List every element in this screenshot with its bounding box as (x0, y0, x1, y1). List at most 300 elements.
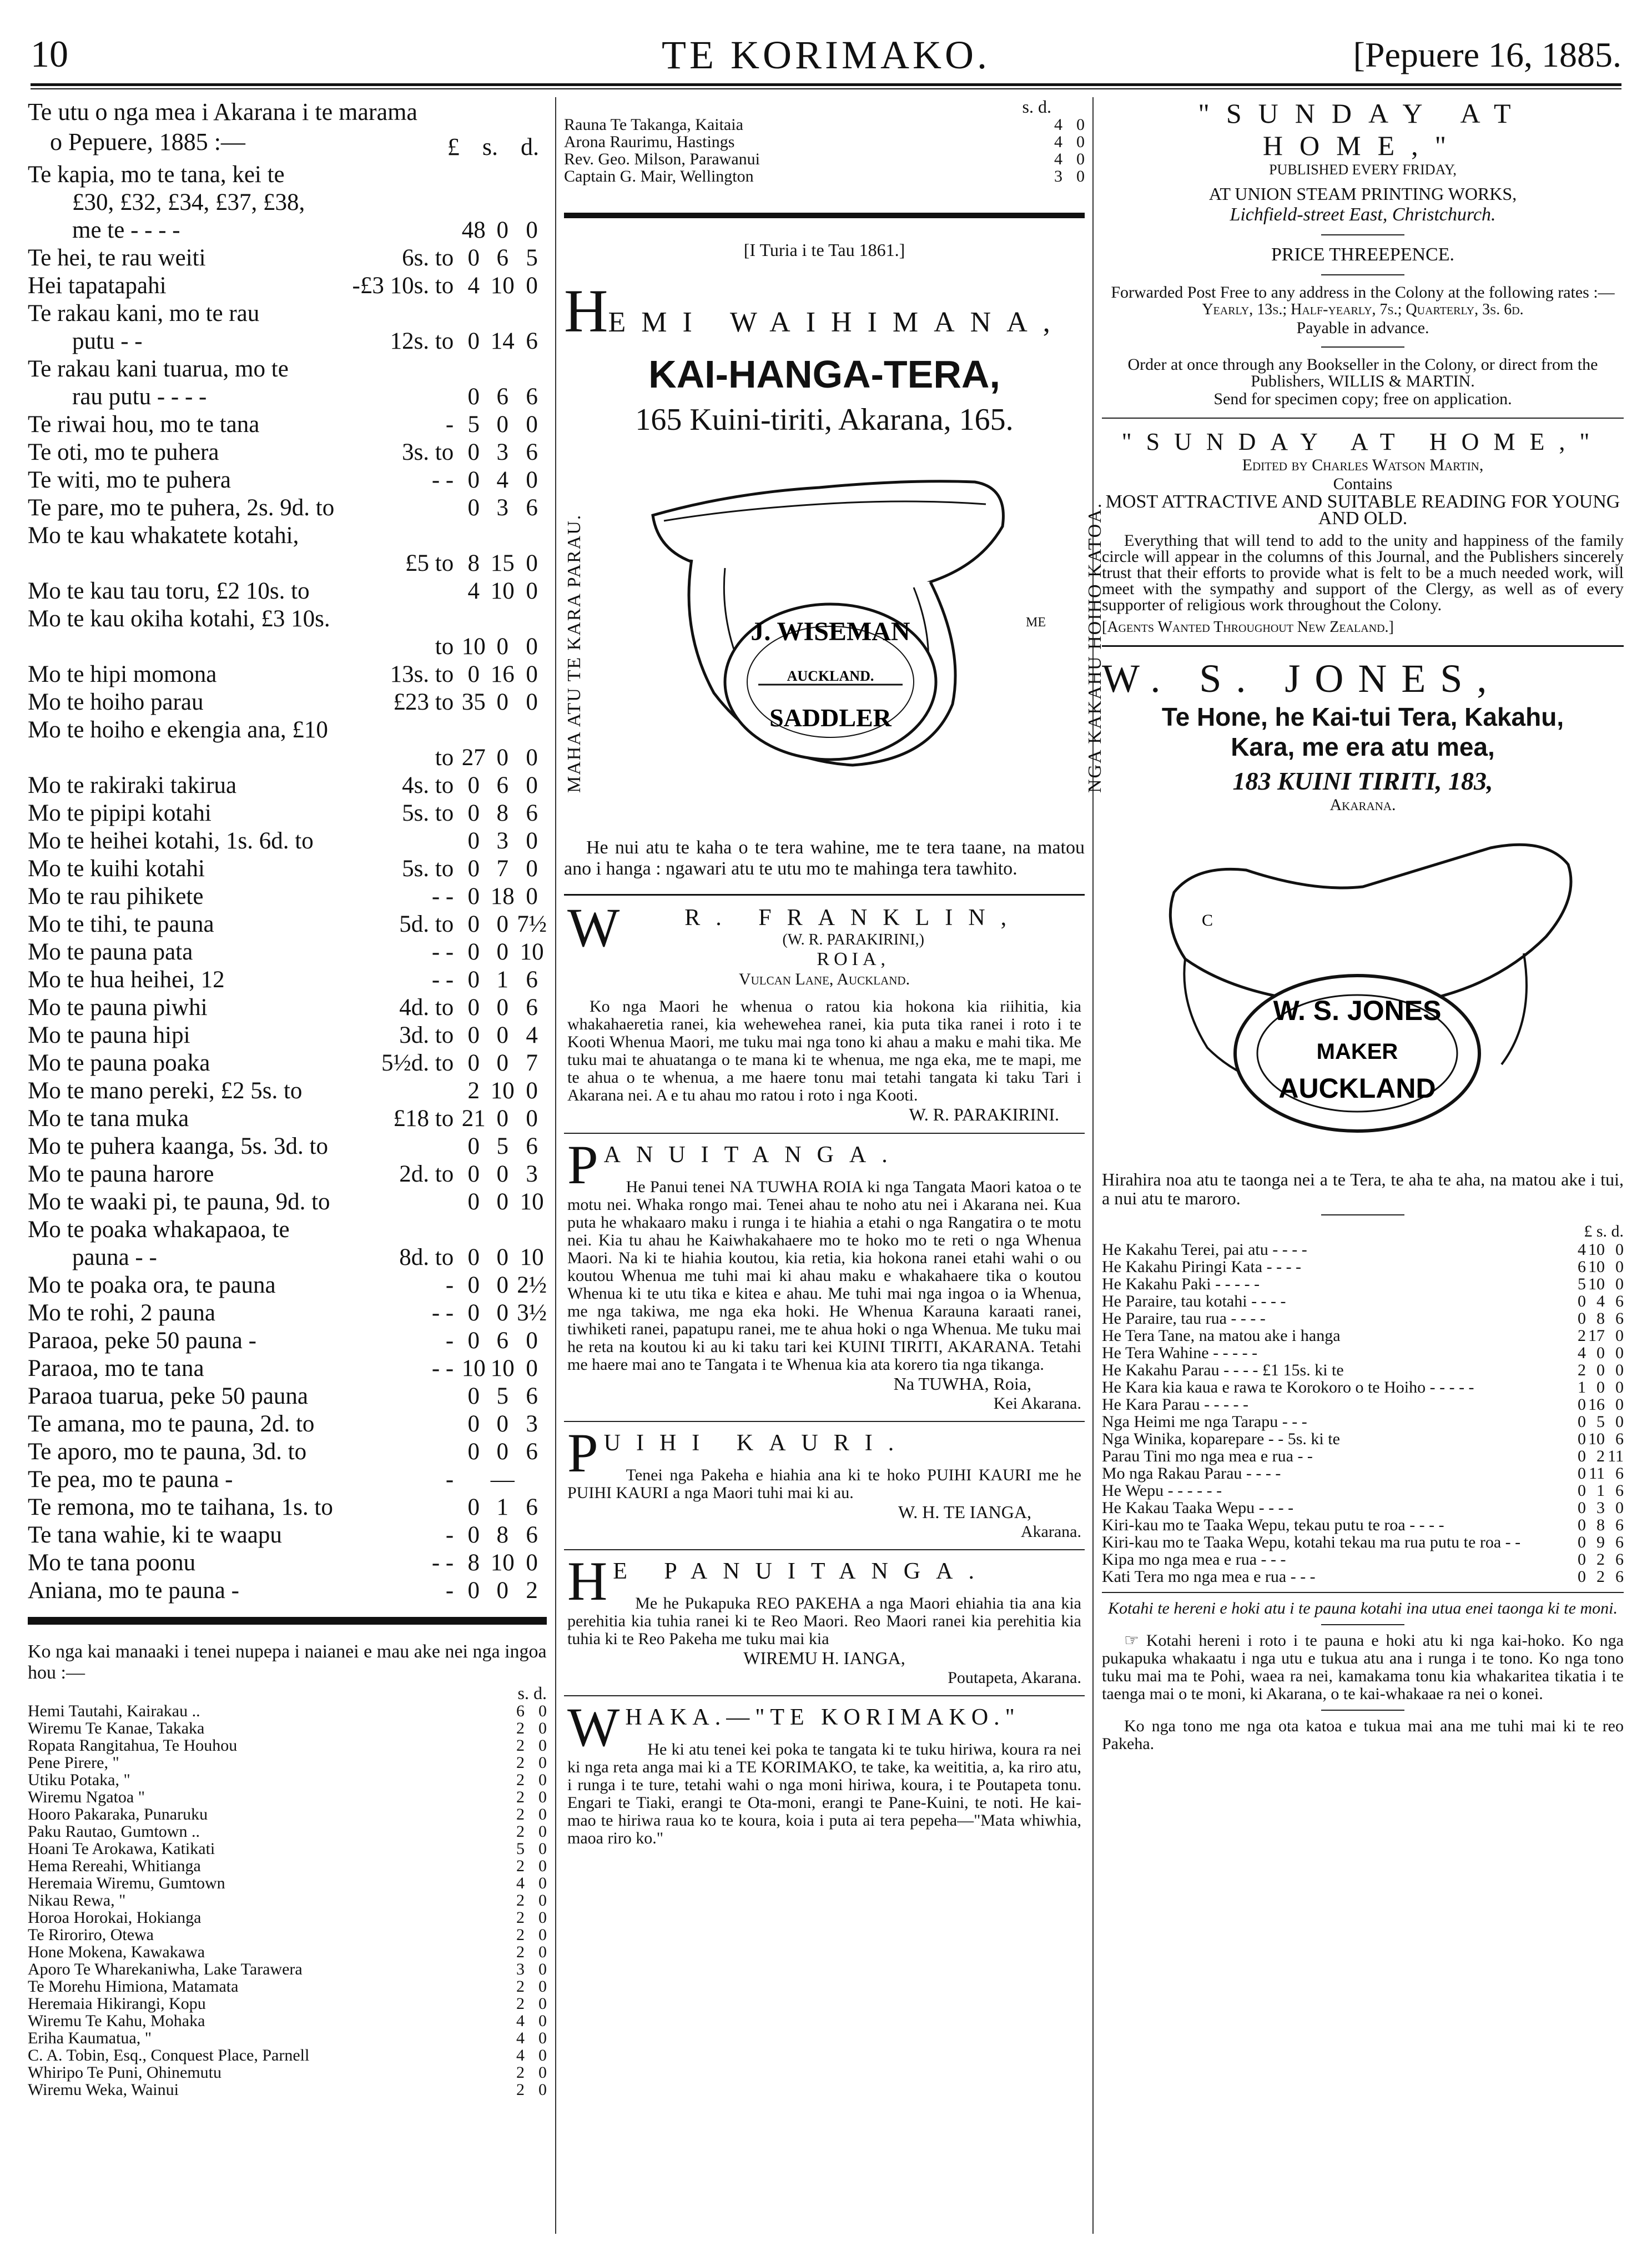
price-pounds: 0 (467, 939, 480, 965)
section-rule (1102, 418, 1624, 419)
contributor-row-pence: 0 (1076, 150, 1085, 168)
contributor-row (28, 1875, 547, 1892)
contributor-row (564, 150, 1085, 168)
price-pence: 10 (520, 1244, 544, 1270)
price-pence: 3 (526, 1411, 538, 1437)
sunday-published: PUBLISHED EVERY FRIDAY, (1269, 162, 1457, 178)
price-shillings: 6 (496, 772, 508, 798)
jones-item-row-pence: 6 (1615, 1464, 1624, 1483)
jones-item-row-shillings: 10 (1588, 1240, 1605, 1259)
jones-item-row-pence: 0 (1615, 1275, 1624, 1293)
jones-item-row-pounds: 0 (1578, 1413, 1586, 1431)
price-shillings: 4 (496, 467, 508, 493)
price-shillings (488, 189, 517, 217)
franklin-name: R. FRANKLIN, (684, 905, 1023, 931)
price-item: Mo te mano pereki, £2 5s. to (28, 1078, 303, 1104)
price-rate: 4d. to (399, 994, 454, 1021)
contributor-row-pence: 0 (538, 1908, 547, 1927)
jones-item-row-shillings: 16 (1588, 1395, 1605, 1414)
price-row (28, 1549, 547, 1577)
jones-item-row-name: He Paraire, tau kotahi - - - - (1102, 1292, 1286, 1310)
price-pence: 6 (526, 1133, 538, 1159)
contributor-row-name: Paku Rautao, Gumtown .. (28, 1822, 200, 1841)
he-panuitanga-title: E PANUITANGA. (613, 1559, 990, 1584)
price-rate (347, 522, 459, 550)
contributor-row (28, 1978, 547, 1995)
section-rule (1102, 1592, 1624, 1593)
price-pounds (459, 1216, 488, 1244)
jones-item-row-pounds: 0 (1578, 1430, 1586, 1448)
contributor-row-name: Arona Raurimu, Hastings (564, 133, 735, 151)
price-pence: 2 (526, 1577, 538, 1604)
wiseman-trade: KAI-HANGA-TERA, (648, 353, 1000, 396)
contributor-row-name: Ropata Rangitahua, Te Houhou (28, 1736, 238, 1755)
price-pounds: 10 (461, 1355, 486, 1381)
price-rate (347, 1188, 459, 1216)
contributor-row-name: Wiremu Ngatoa " (28, 1788, 145, 1806)
contributor-row (28, 1754, 547, 1771)
price-pence: 0 (526, 772, 538, 798)
price-item: putu - - (72, 328, 143, 354)
price-pounds: 0 (467, 1411, 480, 1437)
price-item (28, 744, 347, 772)
price-rate: - (445, 1466, 454, 1493)
price-pounds (459, 1466, 488, 1494)
price-pence (517, 1216, 547, 1244)
contributor-row-shillings: 2 (516, 1908, 525, 1927)
wiseman-stamp-top: J. WISEMAN (751, 617, 910, 646)
price-item: Te rakau kani tuarua, mo te (28, 356, 289, 382)
contributor-row-shillings: 2 (516, 1753, 525, 1772)
price-pence: 10 (520, 939, 544, 965)
price-rate (347, 300, 459, 328)
jones-item-row-pounds: 0 (1578, 1499, 1586, 1517)
prices-intro-line2: o Pepuere, 1885 :— (50, 128, 245, 155)
price-pence: 6 (526, 994, 538, 1021)
jones-item-row-pence: 11 (1608, 1447, 1624, 1465)
price-pence: 0 (526, 745, 538, 771)
price-pence: 3½ (517, 1300, 547, 1326)
price-pounds: 0 (467, 1133, 480, 1159)
contributor-row-shillings: 2 (516, 1736, 525, 1755)
price-pence (517, 355, 547, 383)
price-rate (347, 1494, 459, 1521)
price-shillings: 3 (496, 495, 508, 521)
price-item: Mo te tihi, te pauna (28, 911, 214, 937)
price-shillings: 10 (490, 1550, 515, 1576)
contributor-row-name: Heremaia Hikirangi, Kopu (28, 1994, 206, 2013)
contributors-units: s. d. (517, 1683, 547, 1703)
jones-item-row-shillings: 10 (1588, 1430, 1605, 1448)
price-shillings: 0 (496, 1161, 508, 1187)
jones-item-row-pence: 0 (1615, 1413, 1624, 1431)
sunday-works: AT UNION STEAM PRINTING WORKS, (1208, 184, 1517, 204)
price-pounds (459, 522, 488, 550)
price-row (28, 1216, 547, 1244)
jones-item-row-name: Kipa mo nga mea e rua - - - (1102, 1550, 1286, 1569)
section-rule (1102, 645, 1624, 647)
jones-item-row (1102, 1396, 1624, 1413)
jones-item-row-name: He Tera Tane, na matou ake i hanga (1102, 1327, 1341, 1345)
price-rate (347, 1410, 459, 1438)
price-row (28, 411, 547, 439)
contributor-row-shillings: 2 (516, 1857, 525, 1875)
jones-item-row-shillings: 2 (1596, 1567, 1605, 1586)
price-pounds: 0 (467, 1161, 480, 1187)
contributor-row-pence: 0 (538, 1857, 547, 1875)
price-pence: 6 (526, 439, 538, 465)
jones-item-row (1102, 1534, 1624, 1551)
jones-address: 183 KUINI TIRITI, 183, (1232, 767, 1493, 795)
short-rule (1321, 1624, 1404, 1625)
price-pence: 0 (526, 411, 538, 438)
price-pence: 0 (526, 578, 538, 604)
sunday-agents: [Agents Wanted Throughout New Zealand.] (1102, 619, 1394, 636)
wiseman-left-vertical: MAHA ATU TE KARA PARAU. (564, 514, 585, 793)
jones-item-row (1102, 1379, 1624, 1396)
price-pence: 0 (526, 467, 538, 493)
wiseman-address: 165 Kuini-tiriti, Akarana, 165. (635, 403, 1014, 437)
price-rate: - - (431, 967, 454, 993)
jones-item-row-pounds: 0 (1578, 1550, 1586, 1569)
contributor-row (28, 1840, 547, 1857)
contributor-row-shillings: 2 (516, 1977, 525, 1996)
price-pence: 0 (526, 273, 538, 299)
jones-item-row-pounds: 6 (1578, 1258, 1586, 1276)
column-middle (555, 97, 1105, 2234)
franklin-signature: W. R. PARAKIRINI. (909, 1104, 1059, 1124)
price-row (28, 827, 547, 855)
jones-item-row-shillings: 9 (1596, 1533, 1605, 1551)
price-item: Mo te hoiho e ekengia ana, £10 (28, 717, 328, 743)
jones-item-row-pence: 0 (1615, 1240, 1624, 1259)
contributor-row-name: Rev. Geo. Milson, Parawanui (564, 150, 760, 168)
col2-contributors-table (564, 116, 1085, 185)
price-pence: 3 (526, 1161, 538, 1187)
contributor-row (28, 2029, 547, 2047)
contributor-row-name: Te Riroriro, Otewa (28, 1926, 154, 1944)
jones-item-row-name: He Kara Parau - - - - - (1102, 1395, 1249, 1414)
price-row (28, 994, 547, 1022)
price-pounds: 0 (467, 1383, 480, 1409)
price-pounds: 0 (467, 1022, 480, 1048)
price-row (28, 550, 547, 577)
price-shillings: 0 (496, 939, 508, 965)
price-rate: - (445, 1522, 454, 1548)
price-rate: - - (431, 467, 454, 493)
jones-item-row (1102, 1241, 1624, 1258)
price-rate: 3s. to (402, 439, 454, 465)
contributor-row (28, 1720, 547, 1737)
price-shillings: 3 (496, 828, 508, 854)
short-rule (1321, 234, 1404, 235)
price-item: Mo te hoiho parau (28, 689, 204, 715)
jones-item-row-shillings: 0 (1596, 1378, 1605, 1396)
price-item: Te aporo, mo te pauna, 3d. to (28, 1439, 307, 1465)
whaka-title: HAKA.—"TE KORIMAKO." (625, 1705, 1020, 1730)
price-pence (517, 522, 547, 550)
contributor-row-pence: 0 (538, 2012, 547, 2030)
jones-note: Kotahi te hereni e hoki atu i te pauna kotahi ina utua enei taonga ki te moni. (1108, 1599, 1618, 1617)
contributor-row-name: Te Morehu Himiona, Matamata (28, 1977, 239, 1996)
price-pence: 0 (526, 217, 538, 243)
wiseman-stamp-bot: SADDLER (769, 704, 892, 732)
jones-item-row-pounds: 2 (1578, 1327, 1586, 1345)
price-pence: 6 (526, 328, 538, 354)
issue-date: [Pepuere 16, 1885. (1353, 35, 1621, 74)
jones-note-3: Ko nga tono me nga ota katoa e tukua mai ana me tuhi mai ki te reo Pakeha. (1102, 1717, 1624, 1753)
whaka-body: He ki atu tenei kei poka te tangata ki te tuku hiriwa, koura ra nei ki nga reta anga mai ki a TE KORIMAKO, te take, ka weititia, a, ka riro atu, i runga i te ture, tetahi wahi o nga moni hiriwa, koura, i te Poutapeta tonu. Engari te Tiaki, erangi te Ota-moni, erangi te Pane-Kuini, te noti. He kai-mao te hiriwa raua ko te koura, koia i puta ai tera pepeha—"Mata whiwhia, maoa riro ko." (567, 1740, 1081, 1847)
jones-stamp-name: W. S. JONES (1273, 995, 1442, 1026)
contributor-row (28, 1909, 547, 1926)
contributor-row-shillings: 2 (516, 1994, 525, 2013)
he-panuitanga-body: Me he Pukapuka REO PAKEHA a nga Maori ehiahia tia ana kia perehitia kia tuhia ranei ki te Reo Maori. Reo Maori ranei kia perehitia kia tuhia ki te Reo Pakeha me tuku mai kia (567, 1594, 1081, 1648)
section-rule (564, 213, 1085, 218)
contributor-row-pence: 0 (538, 1840, 547, 1858)
contributor-row-shillings: 4 (516, 2046, 525, 2064)
price-row (28, 383, 547, 411)
sunday-street: Lichfield-street East, Christchurch. (1230, 204, 1496, 225)
price-table (28, 161, 547, 1605)
jones-note-2: ☞ Kotahi hereni i roto i te pauna e hoki atu ki nga kai-hoko. Ko nga pukapuka whakaatu i nga utu e tukua atu ana i runga i te tono. Ko nga tono tuku mai ma te Pohi, waea ra nei, kamakama tonu kia whakaritea tikatia i te taenga mai o te moni, ki Akarana, o te kai-whakaae ra nei o konei. (1102, 1631, 1624, 1703)
panuitanga-ad (564, 1134, 1085, 1422)
price-row (28, 1494, 547, 1521)
price-pence: 0 (526, 1106, 538, 1132)
contributor-row-shillings: 4 (516, 1874, 525, 1892)
price-item: Te pare, mo te puhera, 2s. 9d. to (28, 495, 335, 521)
panuitanga-body: He Panui tenei NA TUWHA ROIA ki nga Tangata Maori katoa o te motu nei. Whaka rongo mai. Tenei ahau te noho atu nei i Akarana nei. Kua puta he whakaaro maku i runga i te hiahia a etahi o nga Rangatira o te motu nei. Kia tu ahau he Kaiwhakahaere mo te hoko mo te reti o nga Whenua Maori. Na ki te hiahia koutou, kia retia, kia hokona ranei etahi wahi o ou koutou Whenua me tuhi mai ki ahau maku e whakahaere tika o koutou Whenua ki te utu tika e kitea e ahau. Me tuhi mai nga ingoa o ia Whenua, me nga takiwa, me nga eka hoki. He Whenua Karauna karaati ranei, tiwhiketi ranei, papatupu ranei, me te ahua hoki o nga Whenua. Me tuku mai he reta na koutou ki au ki taku tari kei KUINI TIRITI, AKARANA. Tetahi me haere mai ano te Tangata i te Whenua kia ata korero tia nga tikanga. (567, 1178, 1081, 1374)
jones-item-row-shillings: 1 (1596, 1481, 1605, 1500)
contributor-row (564, 168, 1085, 185)
jones-item-row-shillings: 8 (1596, 1309, 1605, 1328)
price-pence: 6 (526, 1522, 538, 1548)
section-rule (564, 894, 1085, 896)
contributor-row (28, 1995, 547, 2012)
contributor-row (28, 1788, 547, 1806)
price-rate: - - (431, 1550, 454, 1576)
contributor-row (28, 1857, 547, 1875)
price-pounds: 0 (467, 328, 480, 354)
price-rate: 13s. to (390, 661, 454, 687)
price-rate: 12s. to (390, 328, 454, 354)
price-item: Mo te waaki pi, te pauna, 9d. to (28, 1189, 330, 1215)
jones-item-row (1102, 1327, 1624, 1344)
price-rate (347, 827, 459, 855)
price-shillings (488, 300, 517, 328)
price-pence (517, 300, 547, 328)
price-row (28, 966, 547, 994)
price-pounds (459, 189, 488, 217)
price-pence: 2½ (517, 1272, 547, 1298)
price-row (28, 1133, 547, 1160)
contributor-row-shillings: 2 (516, 1805, 525, 1823)
price-pence: 0 (526, 1078, 538, 1104)
jones-item-row-name: Kati Tera mo nga mea e rua - - - (1102, 1567, 1316, 1586)
contributor-row-name: Heremaia Wiremu, Gumtown (28, 1874, 225, 1892)
price-row (28, 1160, 547, 1188)
contributor-row-name: Horoa Horokai, Hokianga (28, 1908, 202, 1927)
price-pounds: 0 (467, 828, 480, 854)
price-row (28, 522, 547, 550)
price-item: Paraoa tuarua, peke 50 pauna (28, 1383, 309, 1409)
panuitanga-signature: Na TUWHA, Roia, (893, 1374, 1031, 1394)
jones-item-row-name: He Wepu - - - - - - (1102, 1481, 1222, 1500)
contributor-row-shillings: 4 (516, 2012, 525, 2030)
franklin-ad (564, 897, 1085, 1134)
price-pounds: 27 (461, 745, 486, 771)
contributor-row-pence: 0 (538, 1994, 547, 2013)
price-pence: 6 (526, 1439, 538, 1465)
contributor-row-name: C. A. Tobin, Esq., Conquest Place, Parnell (28, 2046, 310, 2064)
price-item: Mo te pauna poaka (28, 1050, 210, 1076)
price-shillings: 5 (496, 1133, 508, 1159)
price-row (28, 1049, 547, 1077)
jones-item-row-pounds: 0 (1578, 1447, 1586, 1465)
price-shillings: 0 (496, 1189, 508, 1215)
price-pounds: 48 (461, 217, 486, 243)
price-shillings: 0 (496, 911, 508, 937)
price-pounds: 0 (467, 856, 480, 882)
jones-item-row (1102, 1551, 1624, 1568)
puihi-signature: W. H. TE IANGA, (898, 1502, 1031, 1522)
price-item: Mo te rau pihikete (28, 883, 204, 910)
wiseman-right-small: ME (1026, 615, 1046, 630)
short-rule (1321, 1214, 1404, 1215)
price-item: Aniana, mo te pauna - (28, 1577, 239, 1604)
price-pounds: 35 (461, 689, 486, 715)
contributor-row-shillings: 2 (516, 1788, 525, 1806)
contributor-row (28, 1771, 547, 1788)
jones-item-row-pounds: 5 (1578, 1275, 1586, 1293)
price-rate: 8d. to (399, 1244, 454, 1270)
contributor-row-shillings: 4 (1054, 115, 1062, 134)
contributor-row-pence: 0 (538, 1926, 547, 1944)
jones-item-row-pounds: 4 (1578, 1240, 1586, 1259)
jones-item-row-name: He Kakahu Paki - - - - - (1102, 1275, 1260, 1293)
price-row (28, 605, 547, 633)
header-rule (31, 83, 1621, 89)
contributor-row-shillings: 3 (516, 1960, 525, 1978)
price-rate: -£3 10s. to (352, 273, 454, 299)
price-row (28, 1355, 547, 1383)
contributor-row-name: Wiremu Te Kanae, Takaka (28, 1719, 205, 1737)
price-row (28, 1327, 547, 1355)
price-row (28, 1022, 547, 1049)
jones-saddle-illustration-icon (1102, 815, 1624, 1170)
price-rate: 3d. to (399, 1022, 454, 1048)
price-item: £30, £32, £34, £37, £38, (72, 189, 305, 215)
contributor-row (564, 133, 1085, 150)
contributor-row (564, 116, 1085, 133)
price-rate: - (445, 411, 454, 438)
contributor-row-pence: 0 (538, 1874, 547, 1892)
price-pence: 0 (526, 856, 538, 882)
price-row (28, 938, 547, 966)
jones-item-row-name: Nga Winika, koparepare - - 5s. ki te (1102, 1430, 1340, 1448)
contributor-row (28, 1943, 547, 1961)
page-number: 10 (31, 33, 68, 75)
jones-item-row-name: Parau Tini mo nga mea e rua - - (1102, 1447, 1313, 1465)
price-pounds: 8 (467, 550, 480, 576)
price-row (28, 1077, 547, 1105)
contributor-row-name: Wiremu Te Kahu, Mohaka (28, 2012, 205, 2030)
price-rate: £5 to (405, 550, 454, 576)
price-pounds: 4 (467, 578, 480, 604)
jones-item-row-shillings: 5 (1596, 1413, 1605, 1431)
price-pence: 6 (526, 800, 538, 826)
price-pounds: 0 (467, 245, 480, 271)
price-pounds: 0 (467, 1328, 480, 1354)
price-row (28, 716, 547, 744)
contributor-row (28, 2081, 547, 2098)
price-shillings (488, 716, 517, 744)
price-shillings: 0 (496, 1244, 508, 1270)
price-item: Te witi, mo te puhera (28, 467, 231, 493)
price-shillings: 0 (496, 1300, 508, 1326)
price-shillings: 6 (496, 384, 508, 410)
jones-item-row-pence: 0 (1615, 1499, 1624, 1517)
price-rate: 4s. to (402, 772, 454, 798)
price-row (28, 1577, 547, 1605)
price-pounds: 8 (467, 1550, 480, 1576)
contributor-row (28, 1961, 547, 1978)
price-shillings (488, 522, 517, 550)
contributor-row-shillings: 2 (516, 1943, 525, 1961)
contributor-row-pence: 0 (538, 2046, 547, 2064)
price-item: Mo te pauna piwhi (28, 994, 208, 1021)
jones-item-row-shillings: 10 (1588, 1275, 1605, 1293)
price-rate (347, 189, 459, 217)
sunday-forwarded: Forwarded Post Free to any address in the Colony at the following rates :— (1111, 283, 1615, 302)
wiseman-cap: H (564, 277, 608, 345)
price-item (28, 633, 347, 661)
price-pence: 0 (526, 1355, 538, 1381)
price-row (28, 161, 547, 189)
price-pounds: 10 (461, 634, 486, 660)
price-shillings: 0 (496, 411, 508, 438)
sunday-body: Everything that will tend to add to the unity and happiness of the family circle will appear in the columns of this Journal, and the Publishers sincerely trust that their efforts to provide what is felt to be a much needed work, will meet with the sympathy and support of the Clergy, as well as of every supporter of religious work throughout the Colony. (1102, 531, 1624, 614)
price-pounds: 0 (467, 800, 480, 826)
price-item: pauna - - (72, 1244, 157, 1270)
panuitanga-title: ANUITANGA. (603, 1142, 903, 1168)
puihi-title: UIHI KAURI. (603, 1430, 910, 1456)
jones-item-row-shillings: 3 (1596, 1499, 1605, 1517)
jones-item-row-pence: 0 (1615, 1327, 1624, 1345)
price-shillings: 14 (490, 328, 515, 354)
price-shillings: 18 (490, 883, 515, 910)
contributor-row-pence: 0 (538, 2063, 547, 2082)
contributor-row-name: Hooro Pakaraka, Punaruku (28, 1805, 208, 1823)
contributor-row-shillings: 4 (1054, 150, 1062, 168)
contributor-row-name: Utiku Potaka, " (28, 1771, 130, 1789)
price-row (28, 1410, 547, 1438)
price-shillings: 0 (496, 217, 508, 243)
column-right (1102, 97, 1624, 2234)
price-item: Te pea, mo te pauna - (28, 1466, 233, 1493)
jones-item-row-pence: 6 (1615, 1481, 1624, 1500)
price-shillings: 1 (496, 1494, 508, 1520)
price-shillings: 5 (496, 1383, 508, 1409)
price-shillings: 8 (496, 800, 508, 826)
column-prices (28, 97, 547, 2234)
price-row (28, 439, 547, 466)
sunday-order: Order at once through any Bookseller in the Colony, or direct from the Publishers, WILLIS & MARTIN. (1127, 355, 1598, 390)
jones-item-row-shillings: 10 (1588, 1258, 1605, 1276)
jones-line1: Te Hone, he Kai-tui Tera, Kakahu, (1161, 702, 1564, 731)
contributor-row-pence: 0 (538, 1943, 547, 1961)
sunday-most: MOST ATTRACTIVE AND SUITABLE READING FOR YOUNG AND OLD. (1105, 491, 1620, 529)
contributor-row-shillings: 2 (516, 1822, 525, 1841)
